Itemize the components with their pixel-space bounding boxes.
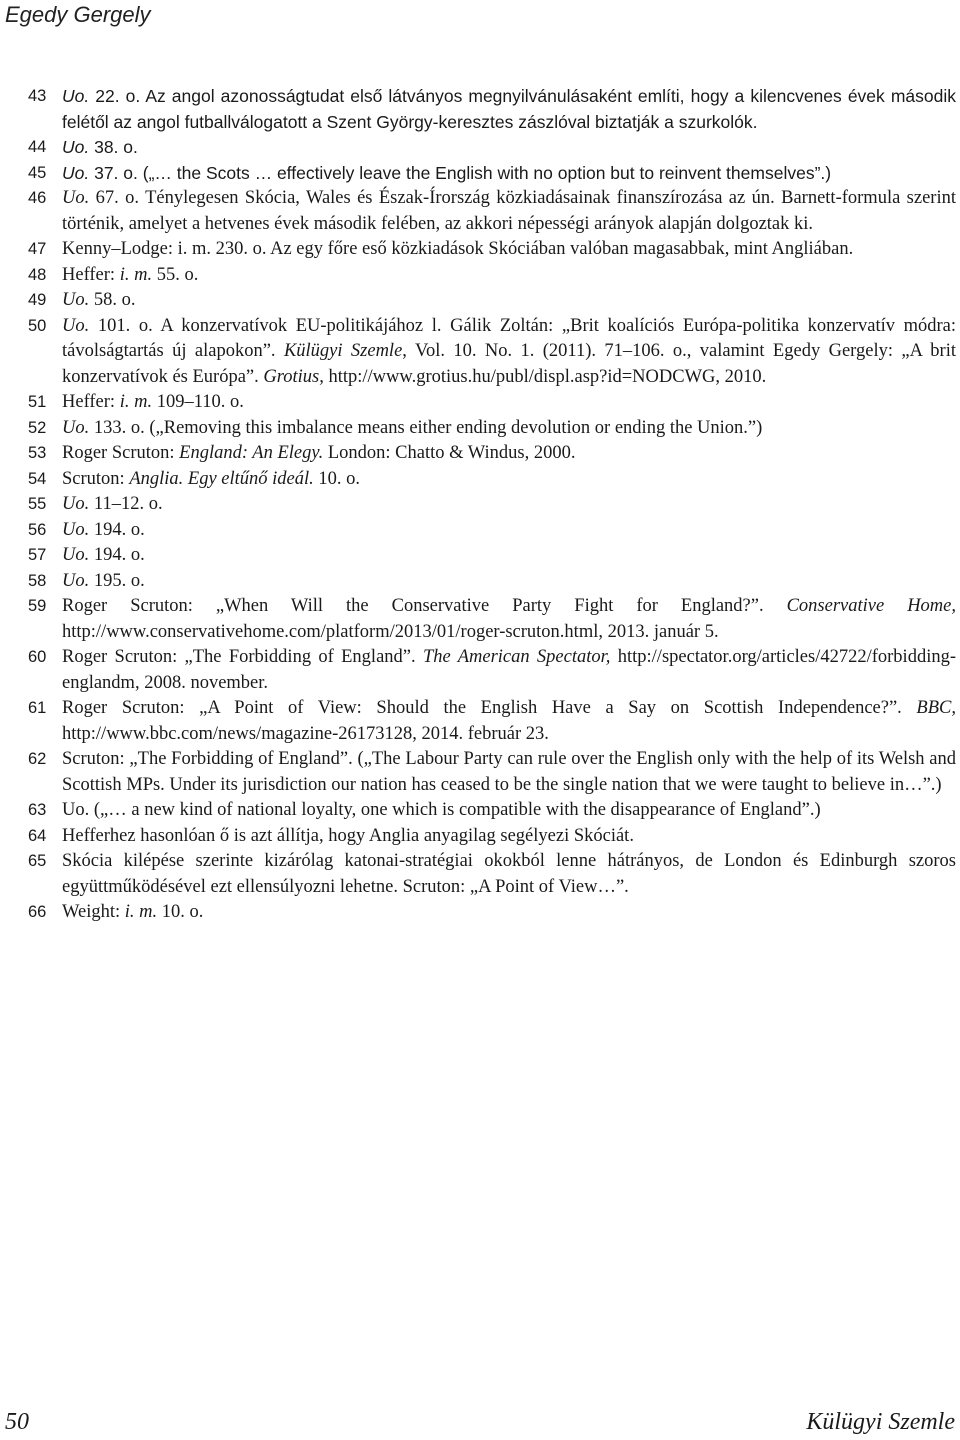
- endnote-47: [28, 237, 956, 263]
- endnote-italic-segment: England: An Elegy.: [179, 443, 324, 463]
- endnote-64: [28, 824, 956, 850]
- endnote-italic-segment: Uo.: [62, 570, 90, 591]
- endnote-number: 46: [28, 189, 47, 207]
- endnote-segment: Scruton: „The Forbidding of England”. („The Labour Party can rule over the English only with the help of its Welsh and Scottish MPs. Under its jurisdiction our nation has ceased to be the single nation that we were taught to believe in…”.): [62, 749, 956, 795]
- endnote-italic-segment: Uo.: [62, 494, 90, 514]
- endnote-number: 49: [28, 291, 47, 309]
- endnote-italic-segment: Conservative Home,: [786, 596, 957, 616]
- endnote-46: [28, 186, 956, 237]
- endnote-45: [28, 161, 956, 187]
- endnote-segment: http://spectator.org/articles/42722/forbidding-englandm, 2008. november.: [62, 647, 956, 693]
- endnote-number: 54: [28, 469, 47, 488]
- endnote-segment: Scruton:: [62, 468, 130, 489]
- endnote-italic-segment: Uo.: [62, 417, 90, 438]
- running-head-author: Egedy Gergely: [5, 2, 151, 27]
- endnote-segment: 10. o.: [157, 902, 204, 922]
- endnote-segment: 37. o. („… the Scots … effectively leave the English with no option but to reinvent themselves”.): [89, 162, 832, 183]
- endnote-italic-segment: Uo.: [62, 137, 90, 157]
- endnote-number: 66: [28, 903, 47, 921]
- endnote-segment: 67. o. Ténylegesen Skócia, Wales és Észak-Írország közkiadásainak finanszírozása az ún. Barnett-formula szerint történik, amelyet a hetvenes évek második felében, az akkori népességi arányok alapján dolgoztak ki.: [62, 188, 956, 234]
- endnote-number: 48: [28, 265, 47, 284]
- endnote-51: [28, 390, 956, 416]
- endnote-number: 65: [28, 852, 47, 870]
- endnote-segment: 11–12. o.: [89, 494, 163, 514]
- endnote-43: [28, 84, 956, 135]
- endnote-segment: 22. o. Az angol azonosságtudat első látványos megnyilvánulásaként említi, hogy a kilencvenes évek második felétől az angol futballválogatott a Szent György-keresztes zászlóval biztatják a szurkolók.: [62, 86, 956, 132]
- endnote-text: [62, 237, 956, 263]
- endnote-text: [62, 594, 956, 645]
- endnote-text: [62, 492, 956, 518]
- endnote-54: [28, 467, 956, 493]
- endnote-48: [28, 263, 956, 289]
- journal-title: Külügyi Szemle: [806, 1409, 955, 1435]
- endnote-italic-segment: i. m.: [124, 902, 158, 922]
- endnote-segment: Skócia kilépése szerinte kizárólag katonai-stratégiai okokból lenne hátrányos, de London és Edinburgh szoros együttműködésével ezt ellensúlyozni lehetne. Scruton: „A Point of View…”.: [62, 851, 956, 897]
- endnote-number: 60: [28, 648, 47, 666]
- endnote-segment: 194. o.: [89, 519, 145, 540]
- endnote-italic-segment: Uo.: [62, 290, 90, 310]
- endnote-text: [62, 645, 956, 696]
- endnote-italic-segment: Grotius,: [263, 366, 324, 387]
- endnote-text: [62, 161, 956, 187]
- endnote-italic-segment: Uo.: [62, 86, 90, 106]
- endnote-text: [62, 824, 956, 850]
- endnote-segment: Roger Scruton: „When Will the Conservative Party Fight for England?”.: [62, 596, 787, 616]
- endnote-number: 53: [28, 444, 47, 462]
- endnote-text: [62, 696, 956, 747]
- endnote-segment: 194. o.: [89, 545, 145, 565]
- endnote-text: [62, 900, 956, 926]
- endnote-63: [28, 798, 956, 824]
- endnote-text: [62, 441, 956, 467]
- endnote-number: 51: [28, 393, 47, 411]
- endnote-segment: 101. o. A konzervatívok EU-politikájához l. Gálik Zoltán: „Brit koalíciós Európa-politika konzervatív módra: távolságtartás új alapokon”.: [62, 315, 956, 361]
- endnote-text: [62, 135, 956, 161]
- endnote-segment: 55. o.: [152, 264, 199, 285]
- endnote-text: [62, 314, 956, 391]
- endnote-number: 57: [28, 546, 47, 564]
- endnote-59: [28, 594, 956, 645]
- endnote-italic-segment: The American Spectator,: [422, 647, 611, 667]
- endnote-segment: Roger Scruton: „The Forbidding of England”.: [62, 647, 423, 667]
- endnote-number: 43: [28, 87, 47, 105]
- endnote-text: [62, 416, 956, 442]
- endnote-italic-segment: Uo.: [62, 162, 90, 183]
- endnote-text: [62, 467, 956, 493]
- endnote-number: 61: [28, 699, 47, 717]
- endnote-text: [62, 84, 956, 135]
- endnote-segment: http://www.bbc.com/news/magazine-26173128, 2014. február 23.: [62, 723, 549, 744]
- endnote-segment: 133. o. („Removing this imbalance means either ending devolution or ending the Union.”): [89, 417, 763, 438]
- endnote-62: [28, 747, 956, 798]
- endnote-italic-segment: i. m.: [119, 392, 153, 412]
- endnote-italic-segment: Anglia. Egy eltűnő ideál.: [129, 468, 314, 489]
- endnote-italic-segment: Uo.: [62, 188, 90, 208]
- endnote-66: [28, 900, 956, 926]
- endnote-number: 47: [28, 240, 47, 258]
- endnote-65: [28, 849, 956, 900]
- endnote-segment: London: Chatto & Windus, 2000.: [323, 443, 576, 463]
- endnote-number: 64: [28, 826, 47, 845]
- endnote-italic-segment: Külügyi Szemle: [283, 341, 403, 361]
- endnote-number: 52: [28, 418, 47, 437]
- endnote-number: 50: [28, 316, 47, 335]
- endnote-text: [62, 747, 956, 798]
- endnote-italic-segment: i. m.: [119, 264, 153, 285]
- endnote-segment: Hefferhez hasonlóan ő is azt állítja, hogy Anglia anyagilag segélyezi Skóciát.: [62, 825, 634, 846]
- endnote-text: [62, 390, 956, 416]
- endnote-number: 63: [28, 801, 47, 819]
- endnote-segment: Kenny–Lodge: i. m. 230. o. Az egy főre eső közkiadások Skóciában valóban magasabbak, mint Angliában.: [62, 239, 854, 259]
- endnote-segment: Weight:: [62, 902, 125, 922]
- endnote-58: [28, 569, 956, 595]
- endnote-53: [28, 441, 956, 467]
- endnote-number: 44: [28, 138, 47, 156]
- endnote-text: [62, 518, 956, 544]
- endnote-number: 55: [28, 495, 47, 513]
- endnote-text: [62, 849, 956, 900]
- endnote-61: [28, 696, 956, 747]
- endnote-text: [62, 798, 956, 824]
- endnote-50: [28, 314, 956, 391]
- endnote-text: [62, 186, 956, 237]
- endnote-text: [62, 263, 956, 289]
- page-number: 50: [5, 1409, 29, 1435]
- endnotes-list: [28, 84, 956, 926]
- endnote-italic-segment: Uo.: [62, 519, 90, 540]
- endnote-segment: Heffer:: [62, 264, 120, 285]
- endnote-44: [28, 135, 956, 161]
- endnote-60: [28, 645, 956, 696]
- endnote-segment: 58. o.: [89, 290, 136, 310]
- endnote-52: [28, 416, 956, 442]
- endnote-text: [62, 569, 956, 595]
- endnote-italic-segment: BBC,: [916, 698, 956, 718]
- endnote-number: 45: [28, 163, 47, 182]
- endnote-segment: 109–110. o.: [152, 392, 244, 412]
- endnote-55: [28, 492, 956, 518]
- endnote-number: 59: [28, 597, 47, 615]
- endnote-segment: Roger Scruton: „A Point of View: Should the English Have a Say on Scottish Independence?”.: [62, 698, 917, 718]
- endnote-segment: Heffer:: [62, 392, 120, 412]
- endnote-segment: Uo. („… a new kind of national loyalty, one which is compatible with the disappearance of England”.): [62, 800, 821, 820]
- endnote-text: [62, 543, 956, 569]
- endnote-number: 58: [28, 571, 47, 590]
- endnote-segment: , Vol. 10. No. 1. (2011). 71–106. o., valamint Egedy Gergely: „A brit konzervatívok és Európa”.: [62, 341, 956, 387]
- endnote-segment: http://www.conservativehome.com/platform/2013/01/roger-scruton.html, 2013. január 5.: [62, 621, 719, 642]
- endnote-number: 56: [28, 520, 47, 539]
- endnote-segment: 38. o.: [89, 137, 138, 157]
- endnote-number: 62: [28, 750, 47, 768]
- endnote-49: [28, 288, 956, 314]
- endnote-text: [62, 288, 956, 314]
- endnote-segment: Roger Scruton:: [62, 443, 180, 463]
- endnote-56: [28, 518, 956, 544]
- endnote-segment: 195. o.: [89, 570, 145, 591]
- endnote-italic-segment: Uo.: [62, 545, 90, 565]
- endnote-italic-segment: Uo.: [62, 315, 90, 336]
- endnote-segment: http://www.grotius.hu/publ/displ.asp?id=NODCWG, 2010.: [323, 366, 767, 387]
- endnote-segment: 10. o.: [313, 468, 361, 489]
- endnote-57: [28, 543, 956, 569]
